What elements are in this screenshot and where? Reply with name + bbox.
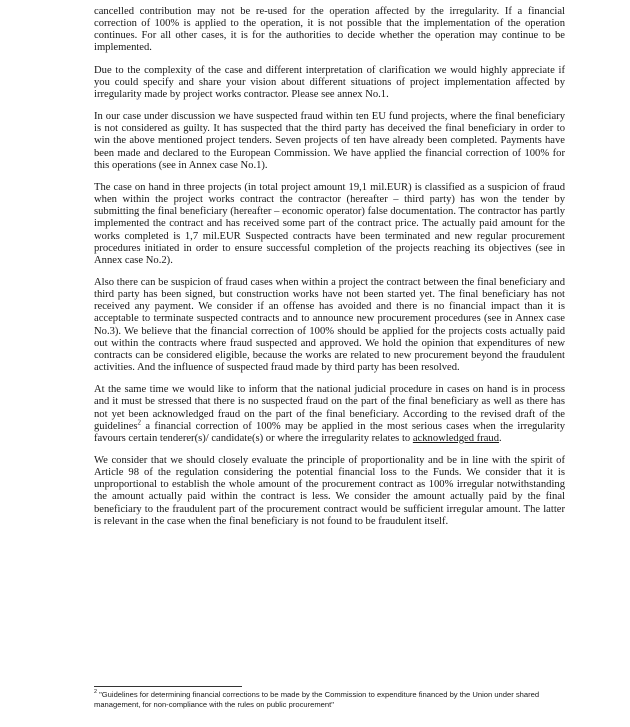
- paragraph-3: In our case under discussion we have suspected fraud within ten EU fund projects, where the final beneficiary is not considered as guilty. It has suspected that the third party has deceived the final beneficiary in order to win the above mentioned project tenders. Seven projects of ten have already been completed. Payments have been made and declared to the European Commission. We have applied the financial correction of 100% for this operations (see in Annex case No.1).: [94, 111, 565, 171]
- underlined-phrase: acknowledged fraud: [412, 432, 500, 444]
- paragraph-4: The case on hand in three projects (in total project amount 19,1 mil.EUR) is classified as a suspicion of fraud when within the project works contract the contractor (hereafter – third party) has won the tender by submitting the final beneficiary (hereafter – economic operator) false documentation. The contractor has partly implemented the contract and has received some part of the contract price. The actually paid amount for the works completed is 1,7 mil.EUR Suspected contracts have been terminated and new regular procurement procedures initiated in order to ensure successful completion of the projects reaching its objectives (see in Annex case No.2).: [94, 181, 565, 266]
- paragraph-2: Due to the complexity of the case and different interpretation of clarification we would highly appreciate if you could specify and share your vision about different situations of project implementation affected by irregularity made by project works contractor. Please see annex No.1.: [94, 64, 565, 100]
- paragraph-6: [94, 384, 565, 445]
- body-text: [94, 6, 565, 538]
- footnote: [94, 690, 568, 710]
- paragraph-1: cancelled contribution may not be re-used for the operation affected by the irregularity. If a financial correction of 100% is applied to the operation, it is not possible that the implementation of the operation continues. For all other cases, it is for the authorities to decide whether the operation may continue to be implemented.: [94, 6, 565, 54]
- paragraph-6-end: .: [499, 432, 502, 444]
- footnote-divider: [94, 686, 242, 687]
- footnote-text: "Guidelines for determining financial corrections to be made by the Commission to expenditure financed by the Union under shared management, for non-compliance with the rules on public procurement": [94, 690, 540, 709]
- paragraph-7: We consider that we should closely evaluate the principle of proportionality and be in line with the spirit of Article 98 of the regulation considering the potential financial loss to the Funds. We consider that it is unproportional to establish the whole amount of the procurement contract as 100% irregular notwithstanding the amount actually paid within the contract is less. We consider the amount actually paid by the final beneficiary to the fraudulent part of the procurement contract would be sufficient irregular amount. The latter is relevant in the case when the final beneficiary is not found to be fraudulent itself.: [94, 455, 565, 527]
- paragraph-6-text-a: At the same time we would like to inform that the national judicial procedure in cases on hand is in process and it must be stressed that there is no suspected fraud on the part of the final beneficiary as well as there has not yet been acknowledged fraud on the part of the final beneficiary. According to the revised draft of the guidelines: [94, 384, 565, 432]
- paragraph-5: Also there can be suspicion of fraud cases when within a project the contract between the final beneficiary and third party has been signed, but construction works have not been started yet. The final beneficiary has not received any payment. We consider if an offense has avoided and there is no financial impact than it is acceptable to terminate suspected contracts and to announce new procurement procedures (see in Annex case No.3). We believe that the financial correction of 100% should be applied for the projects costs actually paid out within the contracts where fraud suspected and approved. We hold the opinion that expenditures of new contracts can be considered eligible, because the works are related to new procurement beyond the fraudulent activities. And the influence of suspected fraud made by third party has been resolved.: [94, 276, 565, 374]
- footnote-mark: 2: [94, 689, 98, 696]
- paragraph-6-text-b: a financial correction of 100% may be applied in the most serious cases when the irregularity favours certain tenderer(s)/ candidate(s) or where the irregularity relates to: [94, 420, 565, 444]
- footnote-reference: 2: [137, 418, 142, 427]
